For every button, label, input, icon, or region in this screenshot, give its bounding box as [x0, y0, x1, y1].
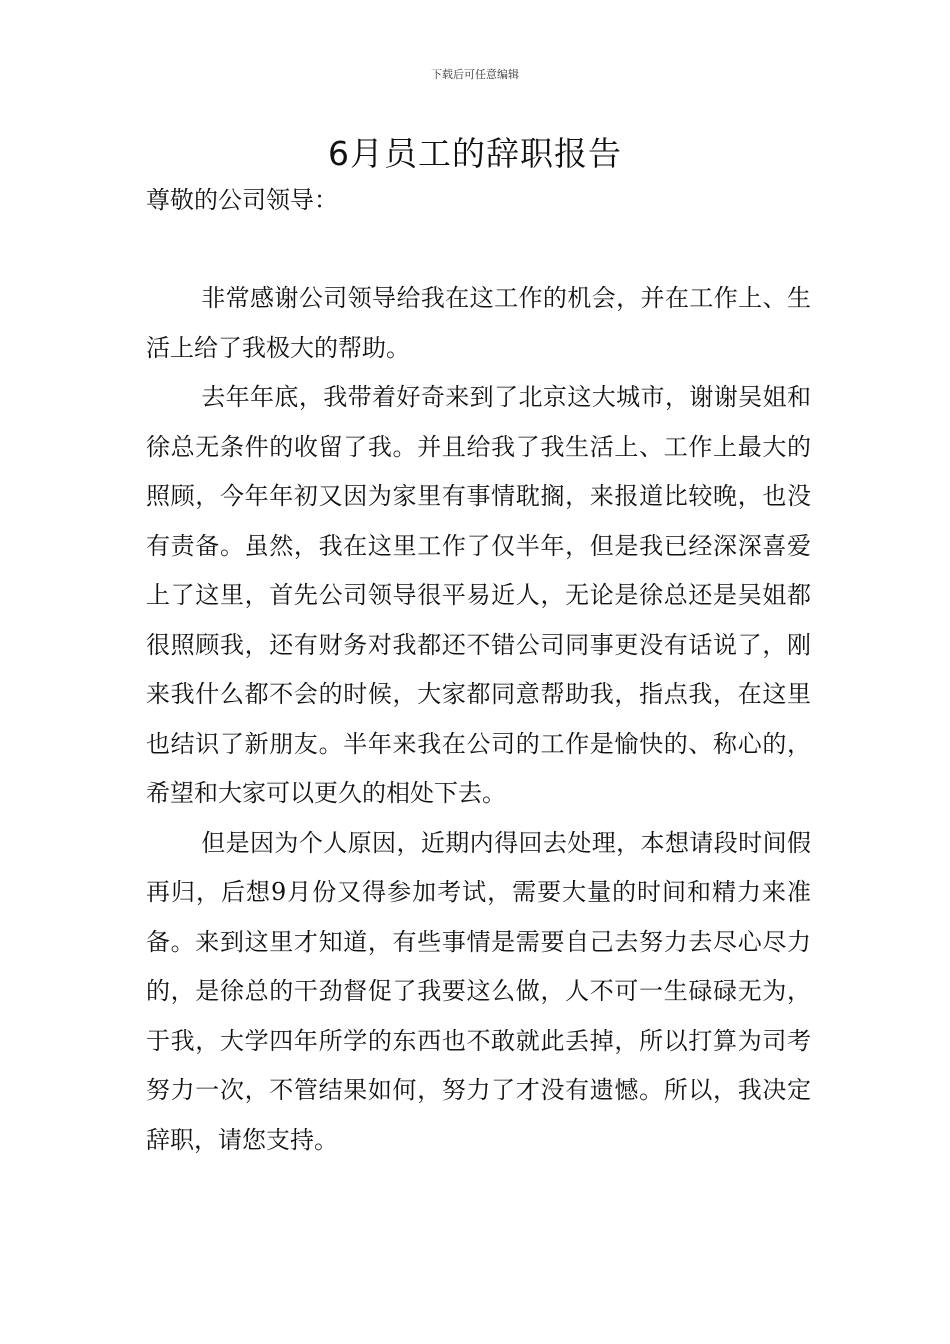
salutation: 尊敬的公司领导：: [146, 186, 338, 214]
header-note: 下载后可任意编辑: [431, 68, 519, 81]
letter-body: [146, 274, 811, 1165]
page-title: 6月员工的辞职报告: [328, 134, 622, 173]
paragraph-3: 但是因为个人原因，近期内得回去处理，本想请段时间假再归，后想9月份又得参加考试，需要大量的时间和精力来准备。来到这里才知道，有些事情是需要自己去努力去尽心尽力的，是徐总的干劲督促了我要这么做，人不可一生碌碌无为，于我，大学四年所学的东西也不敢就此丢掉，所以打算为司考努力一次，不管结果如何，努力了才没有遗憾。所以，我决定辞职，请您支持。: [146, 828, 811, 1154]
paragraph-2: 去年年底，我带着好奇来到了北京这大城市，谢谢吴姐和徐总无条件的收留了我。并且给我了我生活上、工作上最大的照顾，今年年初又因为家里有事情耽搁，来报道比较晚，也没有责备。虽然，我在这里工作了仅半年，但是我已经深深喜爱上了这里，首先公司领导很平易近人，无论是徐总还是吴姐都很照顾我，还有财务对我都还不错公司同事更没有话说了，刚来我什么都不会的时候，大家都同意帮助我，指点我，在这里也结识了新朋友。半年来我在公司的工作是愉快的、称心的，希望和大家可以更久的相处下去。: [146, 383, 811, 807]
paragraph-1: 非常感谢公司领导给我在这工作的机会，并在工作上、生活上给了我极大的帮助。: [146, 284, 811, 362]
